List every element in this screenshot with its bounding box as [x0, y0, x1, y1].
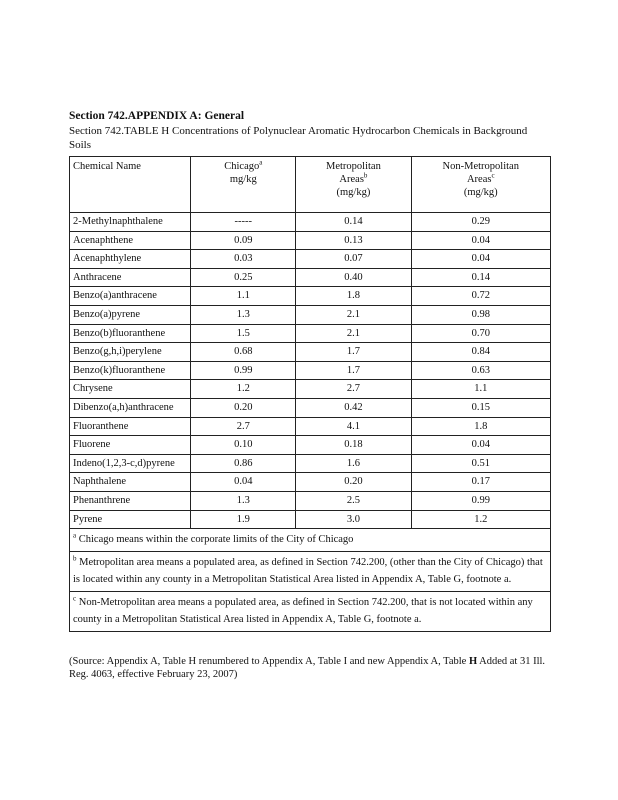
chemical-name-cell: Acenaphthylene: [70, 250, 191, 269]
chicago-value-cell: 0.09: [191, 231, 296, 250]
table-row: [70, 473, 551, 492]
header-metro: [296, 157, 411, 213]
table-row: [70, 491, 551, 510]
metro-value-cell: 0.07: [296, 250, 411, 269]
nonmetro-value-cell: 0.51: [411, 454, 550, 473]
chicago-value-cell: -----: [191, 213, 296, 232]
chicago-value-cell: 0.99: [191, 361, 296, 380]
chemical-name-cell: Chrysene: [70, 380, 191, 399]
chicago-value-cell: 1.5: [191, 324, 296, 343]
chemical-name-cell: Benzo(b)fluoranthene: [70, 324, 191, 343]
chicago-value-cell: 1.3: [191, 305, 296, 324]
header-chicago: [191, 157, 296, 213]
header-nonmetro-sup: c: [491, 171, 495, 180]
chemical-name-cell: Benzo(a)anthracene: [70, 287, 191, 306]
header-chicago-unit: mg/kg: [229, 174, 257, 185]
chemical-name-cell: Acenaphthene: [70, 231, 191, 250]
chemical-name-cell: Indeno(1,2,3-c,d)pyrene: [70, 454, 191, 473]
chemical-name-cell: Benzo(g,h,i)perylene: [70, 343, 191, 362]
footnote-text: Non-Metropolitan area means a populated area, as defined in Section 742.200, that is not located within any county in a Metropolitan Statistical Area listed in Appendix A, Table G, footnote a.: [73, 597, 533, 626]
metro-value-cell: 0.40: [296, 268, 411, 287]
table-row: [70, 361, 551, 380]
header-chicago-sup: a: [259, 158, 263, 167]
chicago-value-cell: 0.68: [191, 343, 296, 362]
chemical-name-cell: Fluorene: [70, 436, 191, 455]
metro-value-cell: 0.18: [296, 436, 411, 455]
metro-value-cell: 1.8: [296, 287, 411, 306]
nonmetro-value-cell: 0.84: [411, 343, 550, 362]
table-title: Section 742.TABLE H Concentrations of Polynuclear Aromatic Hydrocarbon Chemicals in Background Soils: [69, 125, 528, 151]
metro-value-cell: 3.0: [296, 510, 411, 529]
table-row: [70, 268, 551, 287]
source-text: (Source: Appendix A, Table H renumbered to Appendix A, Table I and new Appendix A, Table: [69, 656, 467, 667]
nonmetro-value-cell: 0.04: [411, 250, 550, 269]
table-row: [70, 380, 551, 399]
header-metro-unit: (mg/kg): [336, 187, 371, 198]
pah-table: [69, 156, 551, 632]
table-body: [70, 213, 551, 529]
chicago-value-cell: 0.04: [191, 473, 296, 492]
metro-value-cell: 2.1: [296, 324, 411, 343]
chemical-name-cell: Anthracene: [70, 268, 191, 287]
chicago-value-cell: 0.20: [191, 398, 296, 417]
source-note: [69, 655, 551, 681]
header-nonmetro-line1: Non-Metropolitan: [442, 161, 519, 172]
table-row: [70, 436, 551, 455]
source-bold: H: [468, 656, 478, 667]
footnote-mark: a: [73, 531, 77, 540]
nonmetro-value-cell: 0.29: [411, 213, 550, 232]
metro-value-cell: 4.1: [296, 417, 411, 436]
chemical-name-cell: Fluoranthene: [70, 417, 191, 436]
table-row: [70, 324, 551, 343]
chicago-value-cell: 1.3: [191, 491, 296, 510]
footnote-row-b: [70, 552, 551, 592]
chicago-value-cell: 2.7: [191, 417, 296, 436]
chemical-name-cell: Pyrene: [70, 510, 191, 529]
nonmetro-value-cell: 0.04: [411, 436, 550, 455]
nonmetro-value-cell: 0.72: [411, 287, 550, 306]
chemical-name-cell: 2-Methylnaphthalene: [70, 213, 191, 232]
nonmetro-value-cell: 0.04: [411, 231, 550, 250]
nonmetro-value-cell: 1.8: [411, 417, 550, 436]
chemical-name-cell: Phenanthrene: [70, 491, 191, 510]
header-row: [70, 157, 551, 213]
footnotes: [70, 529, 551, 632]
table-row: [70, 398, 551, 417]
table-row: [70, 213, 551, 232]
table-row: [70, 343, 551, 362]
table-row: [70, 454, 551, 473]
nonmetro-value-cell: 1.2: [411, 510, 550, 529]
metro-value-cell: 2.7: [296, 380, 411, 399]
metro-value-cell: 1.6: [296, 454, 411, 473]
header-metro-sup: b: [363, 171, 368, 180]
table-row: [70, 287, 551, 306]
header-nonmetro: [411, 157, 550, 213]
nonmetro-value-cell: 0.70: [411, 324, 550, 343]
metro-value-cell: 1.7: [296, 361, 411, 380]
footnote-row-a: [70, 529, 551, 552]
chicago-value-cell: 1.2: [191, 380, 296, 399]
table-row: [70, 417, 551, 436]
table-row: [70, 510, 551, 529]
header-metro-line1: Metropolitan: [326, 161, 381, 172]
nonmetro-value-cell: 0.98: [411, 305, 550, 324]
footnote-row-c: [70, 592, 551, 632]
footnote-text: Metropolitan area means a populated area, as defined in Section 742.200, (other than the City of Chicago) that is located within any county in a Metropolitan Statistical Area listed in Appendix A, Table G, footnote a.: [73, 557, 543, 586]
chemical-name-cell: Benzo(a)pyrene: [70, 305, 191, 324]
chemical-name-cell: Dibenzo(a,h)anthracene: [70, 398, 191, 417]
header-nonmetro-unit: (mg/kg): [463, 187, 498, 198]
chicago-value-cell: 1.1: [191, 287, 296, 306]
footnote-mark: c: [73, 594, 77, 603]
metro-value-cell: 0.13: [296, 231, 411, 250]
nonmetro-value-cell: 0.17: [411, 473, 550, 492]
metro-value-cell: 2.1: [296, 305, 411, 324]
nonmetro-value-cell: 0.15: [411, 398, 550, 417]
chicago-value-cell: 0.25: [191, 268, 296, 287]
chicago-value-cell: 1.9: [191, 510, 296, 529]
chicago-value-cell: 0.86: [191, 454, 296, 473]
chicago-value-cell: 0.03: [191, 250, 296, 269]
chicago-value-cell: 0.10: [191, 436, 296, 455]
nonmetro-value-cell: 0.63: [411, 361, 550, 380]
source-text-2: Added at 31 Ill. Reg. 4063, effective February 23, 2007): [69, 656, 546, 680]
table-row: [70, 231, 551, 250]
header-metro-line2: Areas: [339, 174, 364, 185]
table-row: [70, 305, 551, 324]
metro-value-cell: 1.7: [296, 343, 411, 362]
metro-value-cell: 0.42: [296, 398, 411, 417]
footnote-text: Chicago means within the corporate limits of the City of Chicago: [78, 534, 354, 546]
chemical-name-cell: Naphthalene: [70, 473, 191, 492]
section-title: Section 742.APPENDIX A: General: [69, 110, 245, 122]
metro-value-cell: 0.20: [296, 473, 411, 492]
nonmetro-value-cell: 1.1: [411, 380, 550, 399]
nonmetro-value-cell: 0.99: [411, 491, 550, 510]
table-row: [70, 250, 551, 269]
header-nonmetro-line2: Areas: [466, 174, 492, 185]
chemical-name-cell: Benzo(k)fluoranthene: [70, 361, 191, 380]
nonmetro-value-cell: 0.14: [411, 268, 550, 287]
metro-value-cell: 2.5: [296, 491, 411, 510]
header-chemical: Chemical Name: [70, 157, 191, 213]
metro-value-cell: 0.14: [296, 213, 411, 232]
header-chicago-label: Chicago: [224, 161, 260, 172]
footnote-mark: b: [73, 554, 77, 563]
